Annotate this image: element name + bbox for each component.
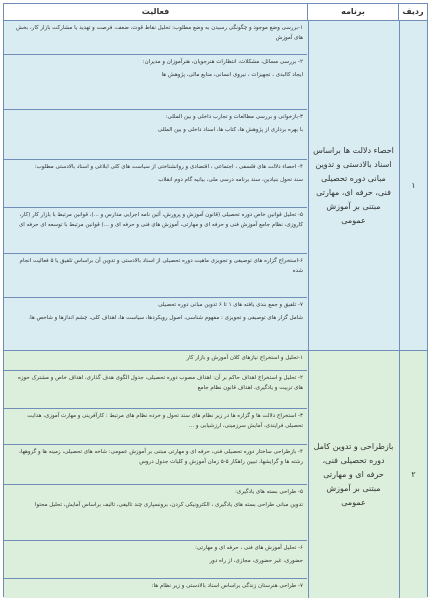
activity-text: ۳- استخراج دلالت ها و گزاره ها در زیر نظام های سند تحول و خرده نظام های مرتبط : کارآفرینی و مهارت آموزی، هدایت تحصیلی فرایندی، آمایش سرزمینی، ارزشیابی و ... (27, 413, 303, 429)
activity-item (4, 254, 307, 298)
activity-item (4, 160, 307, 208)
activity-text: ۶-استخراج گزاره های توصیفی و تجویزی ماهیت دوره تحصیلی از اسناد بالادستی و تدوین آن براساس تلفیق یا ۵ فعالیت انجام شده (19, 258, 303, 274)
activity-text: ۷- طراحی هنرستان زندگی براساس اسناد بالادستی و زیر نظام ها: (151, 583, 303, 589)
activity-item (4, 445, 307, 485)
activity-column (4, 21, 307, 350)
activity-item (4, 485, 307, 541)
row-number: ۱ (399, 21, 427, 350)
activity-text: ۴- بازطراحی ساختار دوره تحصیلی فنی، حرفه ای و مهارتی مبتنی بر آموزش عمومی: شاخه های تحصیلی، زمینه ها و گروهها، رشته ها و گرایشها، تبیین راهکار ۵-۵ زمان آموزش و کلیات جدول دروس (19, 449, 303, 465)
program-cell: بازطراحی و تدوین کامل دوره تحصیلی فنی، حرفه ای و مهارتی مبتنی بر آموزش عمومی (308, 351, 398, 598)
activity-column (4, 351, 307, 598)
activity-text: ۲- تحلیل و استخراج اهداف حاکم بر آن: اهداف مصوب دوره تحصیلی، جدول الگوی هدف گذاری، اهداف خاص و مشترک حوزه های تربیت و یادگیری، اهداف قانون نظام جامع (17, 375, 303, 391)
activity-item (4, 541, 307, 579)
activity-text: ۴- احصاء دلالت های فلسفی ، اجتماعی ، اقتصادی و روانشناختی از سیاست های کلی ابلاغی و اسناد بالادستی مطلوب: (34, 164, 303, 170)
header-program: برنامه (307, 4, 398, 20)
header-activity: فعالیت (141, 7, 170, 16)
activity-text: شامل گزار های توصیفی و تجویزی : مفهوم شناسی، اصول رویکردها، سیاست ها، اهداف کلی، چشم اندازها و شاخص ها. (28, 315, 303, 321)
activity-item (4, 351, 307, 371)
activity-text: ۵- تحلیل قوانین خاص دوره تحصیلی (قانون آموزش و پرورش، آئین نامه اجرایی مدارس و ...)، قوانین مرتبط با بازار کار (کار، کاروزی، نظام جامع آموزش فنی و حرفه ای و مهارتی، آموزش های فنی و حرفه ای و ...) قوانین مرتبط با توسعه ای حرفه ای (18, 212, 303, 228)
activity-text: ایجاد کالبدی ، تجهیزات ، نیروی انسانی، منابع مالی، پژوهش ها (161, 72, 303, 78)
activity-text: سند تحول بنیادین، سند برنامه درسی ملی، بیانیه گام دوم انقلاب (158, 177, 303, 183)
activity-text: ۱-تحلیل و استخراج نیازهای کلان آموزش و بازار کار (186, 355, 303, 361)
table-row (4, 21, 427, 350)
row-number: ۲ (399, 351, 427, 598)
activity-item (4, 110, 307, 160)
activity-text: ۳-بازخوانی و بررسی مطالعات و تجارب داخلی و بین المللی: (165, 114, 303, 120)
activity-text: ۱-بررسی وضع موجود و چگونگی رسیدن به وضع مطلوب: تحلیل نقاط قوت، ضعف، فرصت و تهدید یا مشارکت بازار کار، بخش های آموزش (16, 25, 303, 41)
activity-item (4, 409, 307, 445)
header-radif: ردیف (398, 4, 427, 20)
table-header (4, 4, 427, 21)
program-cell: احصاء دلالت ها براساس اسناد بالادستی و تدوین مبانی دوره تحصیلی فنی، حرفه ای، مهارتی مبتنی بر آموزش عمومی (308, 21, 398, 350)
activity-item (4, 208, 307, 254)
activity-text: ۲- بررسی مسائل، مشکلات، انتظارات هنرجویان، هنرآموزان و مدیران: (142, 59, 303, 65)
activity-text: با بهره برداری از پژوهش ها، کتاب ها، اسناد داخلی و بین المللی (157, 127, 303, 133)
activity-text: ۷- تلفیق و جمع بندی یافته های ۱ تا ۶ تدوین مبانی دوره تحصیلی (158, 302, 303, 308)
activity-item (4, 55, 307, 110)
activity-text: ۶- تحلیل آموزش های فنی ، حرفه ای و مهارتی: (195, 545, 303, 551)
activity-text: تدوین مبانی طراحی بسته های یادگیری ، الکترونیکی کردن، برونسپاری چند تالیفی، تالیف براساس آمایش، تحلیل محتوا (34, 502, 303, 508)
activity-item (4, 579, 307, 599)
activity-item (4, 298, 307, 350)
activity-item (4, 21, 307, 55)
activity-text: حضوری، غیر حضوری، مجازی، از راه دور (209, 558, 303, 564)
activity-text: ۵- طراحی بسته های یادگیری: (235, 489, 303, 495)
table-row (4, 350, 427, 598)
activity-item (4, 371, 307, 409)
program-table (3, 3, 428, 597)
